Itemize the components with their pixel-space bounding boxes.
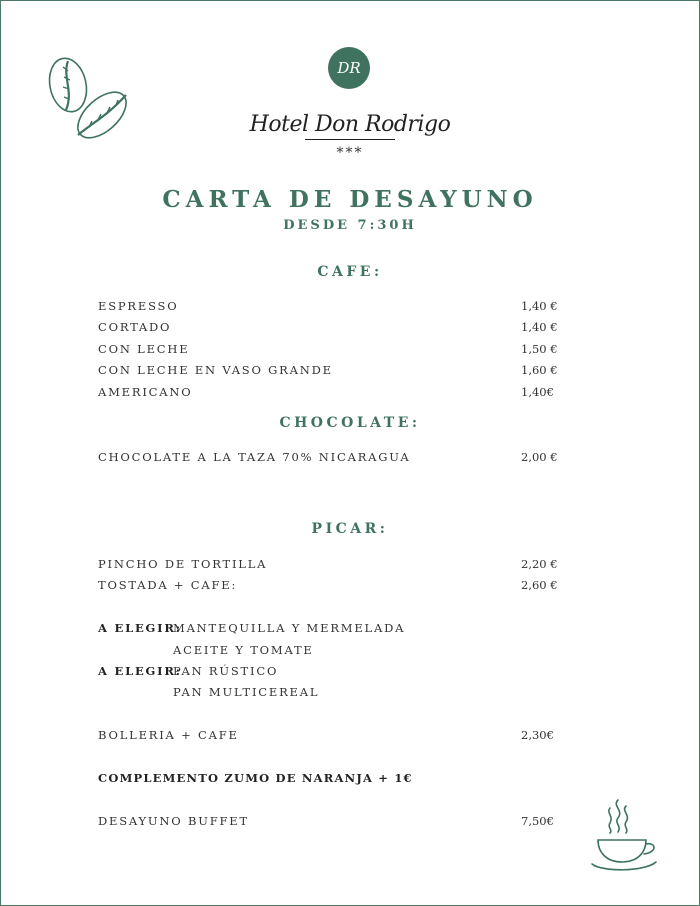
menu-item-name: BOLLERIA + CAFE (98, 728, 239, 742)
menu-item-price: 2,60 € (521, 578, 558, 592)
section-title-picar: PICAR: (311, 521, 389, 537)
menu-item-name: CORTADO (98, 320, 172, 334)
menu-item-price: 2,20 € (521, 557, 558, 571)
choice-option: PAN MULTICEREAL (173, 685, 320, 699)
page-subtitle: DESDE 7:30H (283, 218, 417, 233)
choice-label: A ELEGIR: (98, 621, 182, 635)
menu-item-price: 2,00 € (521, 450, 558, 464)
complemento-note: COMPLEMENTO ZUMO DE NARANJA + 1€ (98, 771, 413, 785)
menu-item-price: 7,50€ (521, 814, 554, 828)
menu-item-name: CON LECHE EN VASO GRANDE (98, 363, 333, 377)
menu-item-price: 1,40 € (521, 299, 558, 313)
coffee-cup-icon (588, 796, 660, 878)
menu-item-price: 1,60 € (521, 363, 558, 377)
section-title-cafe: CAFE: (317, 264, 383, 280)
menu-item-name: AMERICANO (98, 385, 193, 399)
hotel-stars: *** (336, 145, 364, 161)
choice-option: MANTEQUILLA Y MERMELADA (173, 621, 406, 635)
hotel-monogram: DR (328, 47, 370, 89)
menu-item-price: 1,50 € (521, 342, 558, 356)
menu-item-name: TOSTADA + CAFE: (98, 578, 238, 592)
choice-option: PAN RÚSTICO (173, 664, 279, 678)
menu-item-name: DESAYUNO BUFFET (98, 814, 249, 828)
menu-item-price: 1,40 € (521, 320, 558, 334)
menu-item-name: ESPRESSO (98, 299, 179, 313)
menu-item-price: 2,30€ (521, 728, 554, 742)
divider (305, 139, 395, 140)
menu-item-name: PINCHO DE TORTILLA (98, 557, 268, 571)
choice-option: ACEITE Y TOMATE (173, 643, 314, 657)
section-title-chocolate: CHOCOLATE: (279, 415, 421, 431)
page-title: CARTA DE DESAYUNO (162, 186, 538, 213)
menu-item-price: 1,40€ (521, 385, 554, 399)
menu-item-name: CHOCOLATE A LA TAZA 70% NICARAGUA (98, 450, 411, 464)
hotel-name: Hotel Don Rodrigo (249, 112, 451, 137)
menu-item-name: CON LECHE (98, 342, 190, 356)
choice-label: A ELEGIR: (98, 664, 182, 678)
